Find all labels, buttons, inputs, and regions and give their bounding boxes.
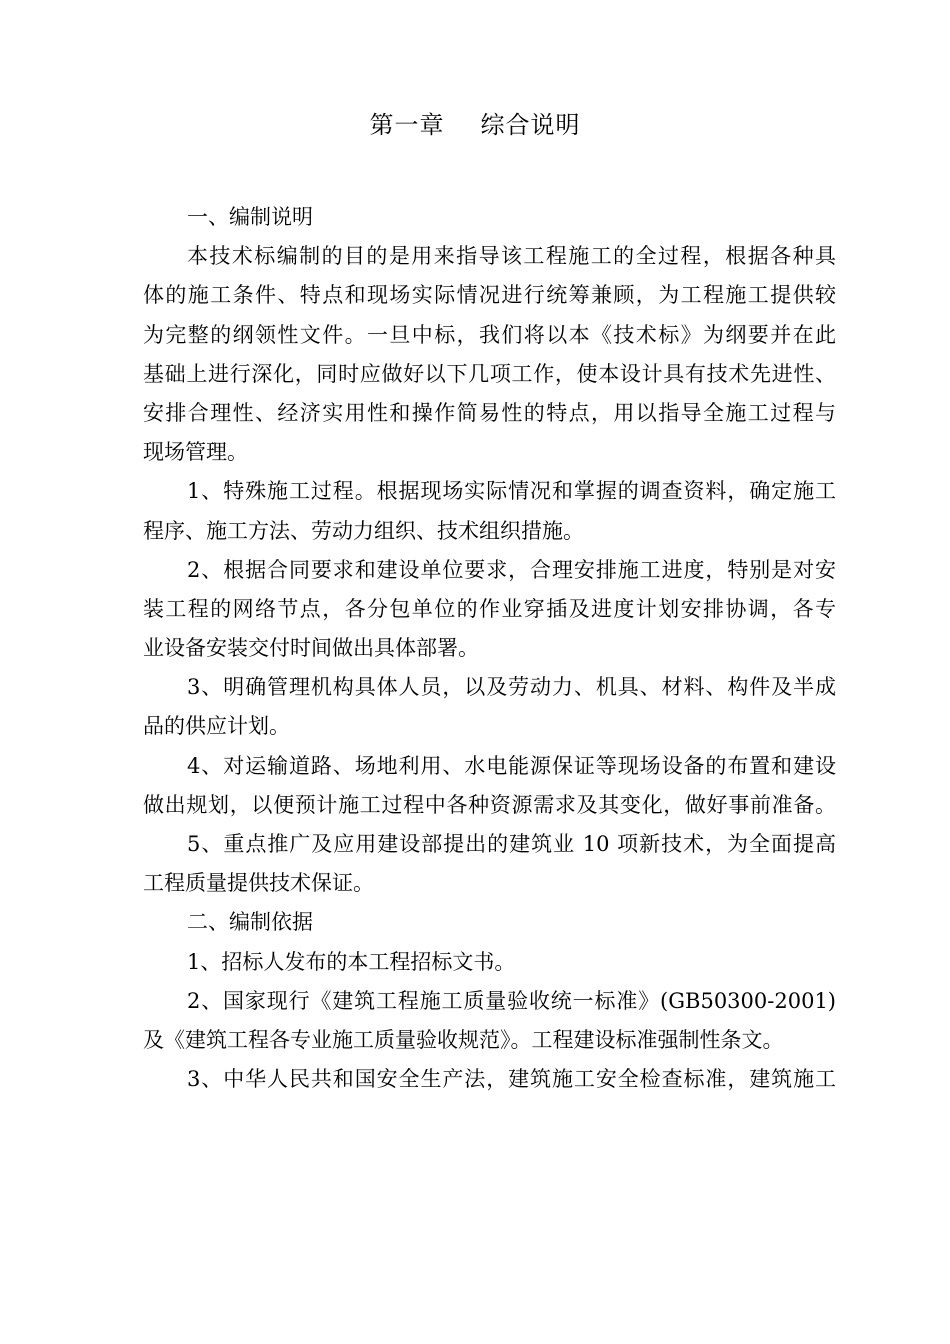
paragraph-line: 现场管理。 [143, 440, 248, 465]
list-item-4-line: 做出规划，以便预计施工过程中各种资源需求及其变化，做好事前准备。 [143, 792, 836, 817]
chapter-number: 第一章 [369, 111, 445, 139]
paragraph-line: 为完整的纲领性文件。一旦中标，我们将以本《技术标》为纲要并在此 [143, 322, 836, 347]
basis-item-3-line: 3、中华人民共和国安全生产法，建筑施工安全检查标准，建筑施工 [187, 1067, 836, 1092]
list-item-2-line: 业设备安装交付时间做出具体部署。 [143, 636, 479, 661]
paragraph-line: 本技术标编制的目的是用来指导该工程施工的全过程，根据各种具 [187, 244, 836, 269]
list-item-1-line: 程序、施工方法、劳动力组织、技术组织措施。 [143, 518, 584, 543]
basis-item-2-line: 及《建筑工程各专业施工质量验收规范》。工程建设标准强制性条文。 [143, 1027, 784, 1052]
basis-item-1-line: 1、招标人发布的本工程招标文书。 [187, 949, 516, 974]
list-item-5-line: 5、重点推广及应用建设部提出的建筑业 10 项新技术，为全面提高 [187, 832, 836, 856]
list-item-4-line: 4、对运输道路、场地利用、水电能源保证等现场设备的布置和建设 [187, 753, 836, 778]
document-body [143, 198, 836, 1099]
basis-item-2-line: 2、国家现行《建筑工程施工质量验收统一标准》(GB50300-2001) [187, 988, 836, 1013]
list-item-1-line: 1、特殊施工过程。根据现场实际情况和掌握的调查资料，确定施工 [187, 479, 836, 504]
paragraph-line: 安排合理性、经济实用性和操作简易性的特点，用以指导全施工过程与 [143, 400, 836, 425]
list-item-3-line: 品的供应计划。 [143, 714, 290, 739]
list-item-3-line: 3、明确管理机构具体人员，以及劳动力、机具、材料、构件及半成 [187, 675, 836, 700]
paragraph-line: 基础上进行深化，同时应做好以下几项工作，使本设计具有技术先进性、 [143, 361, 836, 386]
list-item-2-line: 装工程的网络节点，各分包单位的作业穿插及进度计划安排协调，各专 [143, 596, 836, 621]
list-item-5-line: 工程质量提供技术保证。 [143, 871, 374, 896]
list-item-2-line: 2、根据合同要求和建设单位要求，合理安排施工进度，特别是对安 [187, 557, 836, 582]
paragraph-line: 体的施工条件、特点和现场实际情况进行统筹兼顾，为工程施工提供较 [143, 283, 836, 308]
chapter-name: 综合说明 [480, 111, 581, 139]
chapter-title [0, 108, 950, 142]
section-heading-compilation-basis: 二、编制依据 [187, 910, 313, 935]
section-heading-compilation-notes: 一、编制说明 [187, 205, 313, 229]
